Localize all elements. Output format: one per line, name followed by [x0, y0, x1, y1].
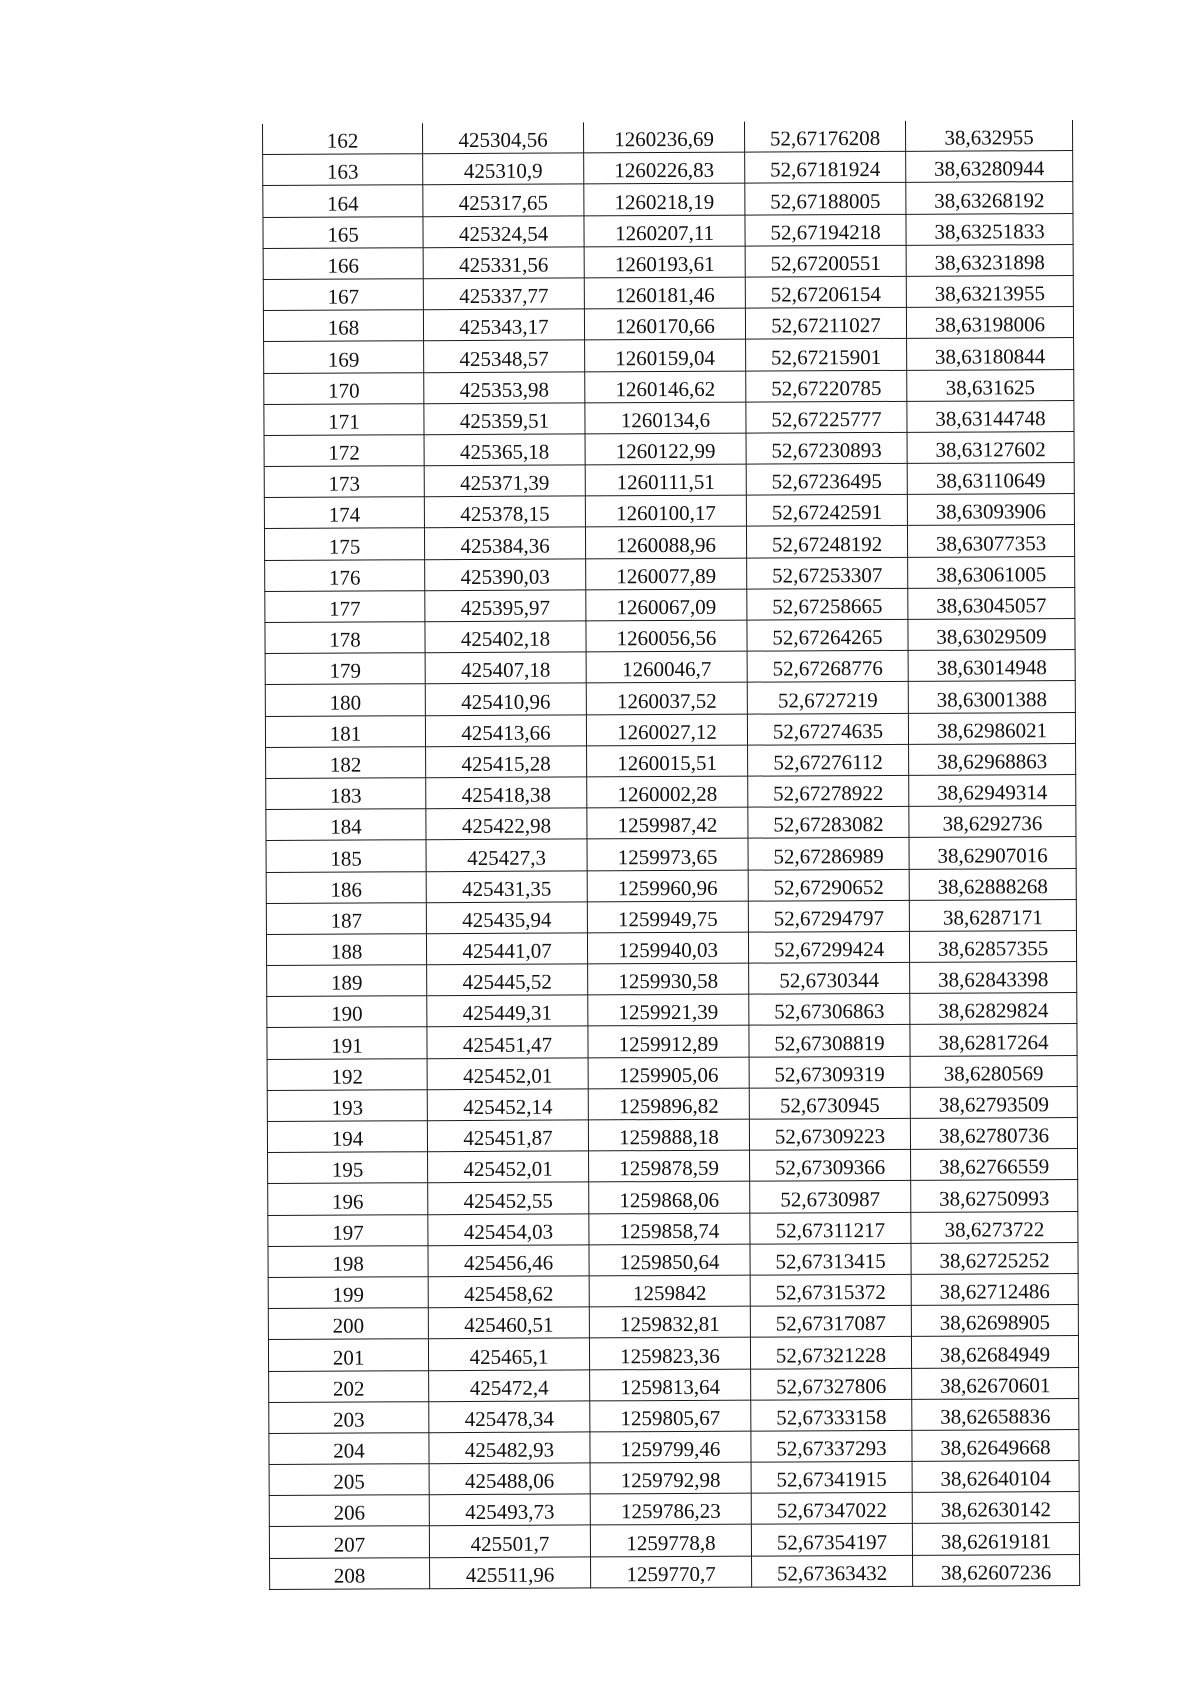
cell-y-coordinate: 1260181,46 [584, 277, 745, 309]
cell-x-coordinate: 425427,3 [426, 839, 587, 871]
cell-latitude: 52,67321228 [750, 1337, 911, 1369]
cell-y-coordinate: 1260193,61 [584, 246, 745, 278]
cell-latitude: 52,67236495 [746, 463, 907, 495]
cell-latitude: 52,67242591 [746, 495, 907, 527]
table-row [266, 899, 1076, 934]
cell-longitude: 38,62949314 [909, 774, 1076, 806]
cell-x-coordinate: 425493,73 [429, 1494, 590, 1526]
cell-latitude: 52,67286989 [748, 838, 909, 870]
table-row [267, 1055, 1077, 1090]
cell-point-number: 163 [263, 154, 423, 186]
cell-longitude: 38,63093906 [907, 494, 1074, 526]
cell-longitude: 38,62658836 [912, 1398, 1079, 1430]
cell-x-coordinate: 425337,77 [423, 278, 584, 310]
cell-latitude: 52,67264265 [747, 619, 908, 651]
cell-y-coordinate: 1259973,65 [587, 838, 748, 870]
table-row [269, 1367, 1079, 1402]
cell-x-coordinate: 425441,07 [426, 933, 587, 965]
cell-point-number: 180 [265, 684, 425, 716]
table-row [268, 1149, 1078, 1184]
cell-latitude: 52,67306863 [749, 994, 910, 1026]
cell-x-coordinate: 425456,46 [428, 1245, 589, 1277]
cell-x-coordinate: 425422,98 [426, 808, 587, 840]
table-row [264, 338, 1074, 373]
cell-longitude: 38,63280944 [906, 151, 1073, 183]
cell-x-coordinate: 425324,54 [423, 215, 584, 247]
cell-x-coordinate: 425317,65 [423, 184, 584, 216]
cell-x-coordinate: 425395,97 [425, 590, 586, 622]
cell-longitude: 38,632955 [905, 120, 1072, 152]
cell-y-coordinate: 1259878,59 [589, 1150, 750, 1182]
cell-latitude: 52,67294797 [748, 900, 909, 932]
cell-point-number: 193 [267, 1090, 427, 1122]
cell-point-number: 189 [267, 965, 427, 997]
table-row [264, 525, 1074, 560]
cell-longitude: 38,63127602 [907, 431, 1074, 463]
cell-point-number: 195 [268, 1152, 428, 1184]
cell-y-coordinate: 1260046,7 [586, 651, 747, 683]
cell-y-coordinate: 1260088,96 [585, 527, 746, 559]
cell-y-coordinate: 1260218,19 [584, 184, 745, 216]
cell-latitude: 52,67211027 [745, 307, 906, 339]
cell-latitude: 52,67283082 [748, 806, 909, 838]
cell-longitude: 38,63001388 [908, 681, 1075, 713]
cell-longitude: 38,6280569 [910, 1055, 1077, 1087]
cell-point-number: 162 [263, 123, 423, 154]
table-row [264, 400, 1074, 435]
cell-latitude: 52,67337293 [751, 1430, 912, 1462]
coordinates-table-body [263, 120, 1080, 1589]
table-row [269, 1429, 1079, 1464]
cell-y-coordinate: 1259842 [589, 1275, 750, 1307]
cell-y-coordinate: 1260134,6 [585, 402, 746, 434]
cell-x-coordinate: 425478,34 [429, 1401, 590, 1433]
cell-latitude: 52,67313415 [750, 1243, 911, 1275]
table-row [265, 619, 1075, 654]
cell-latitude: 52,67363432 [752, 1555, 913, 1587]
cell-longitude: 38,62907016 [909, 837, 1076, 869]
cell-x-coordinate: 425343,17 [423, 309, 584, 341]
table-row [269, 1523, 1079, 1558]
cell-y-coordinate: 1260207,11 [584, 215, 745, 247]
table-row [269, 1492, 1079, 1527]
cell-y-coordinate: 1259896,82 [588, 1088, 749, 1120]
cell-longitude: 38,62712486 [911, 1273, 1078, 1305]
cell-y-coordinate: 1260037,52 [586, 683, 747, 715]
cell-point-number: 184 [266, 809, 426, 841]
cell-latitude: 52,67176208 [744, 121, 905, 152]
table-row [269, 1461, 1079, 1496]
cell-y-coordinate: 1260159,04 [585, 339, 746, 371]
cell-y-coordinate: 1260077,89 [586, 558, 747, 590]
cell-latitude: 52,67309223 [749, 1118, 910, 1150]
cell-longitude: 38,62607236 [913, 1554, 1080, 1586]
cell-y-coordinate: 1260100,17 [585, 495, 746, 527]
cell-latitude: 52,67333158 [751, 1399, 912, 1431]
cell-latitude: 52,6730344 [749, 962, 910, 994]
cell-y-coordinate: 1259813,64 [590, 1369, 751, 1401]
cell-point-number: 176 [265, 559, 425, 591]
table-row [266, 743, 1076, 778]
cell-y-coordinate: 1259868,06 [589, 1182, 750, 1214]
cell-longitude: 38,62793509 [910, 1086, 1077, 1118]
cell-longitude: 38,62698905 [911, 1305, 1078, 1337]
cell-latitude: 52,67248192 [746, 526, 907, 558]
cell-x-coordinate: 425359,51 [424, 403, 585, 435]
cell-longitude: 38,62857355 [909, 930, 1076, 962]
cell-longitude: 38,63180844 [907, 338, 1074, 370]
cell-longitude: 38,62725252 [911, 1242, 1078, 1274]
cell-point-number: 197 [268, 1214, 428, 1246]
cell-x-coordinate: 425445,52 [427, 964, 588, 996]
cell-latitude: 52,67268776 [747, 651, 908, 683]
cell-latitude: 52,67309366 [750, 1150, 911, 1182]
table-row [265, 587, 1075, 622]
cell-longitude: 38,63029509 [908, 619, 1075, 651]
table-row [263, 244, 1073, 279]
cell-x-coordinate: 425460,51 [428, 1307, 589, 1339]
cell-y-coordinate: 1259786,23 [590, 1493, 751, 1525]
cell-point-number: 164 [263, 185, 423, 217]
table-row [264, 494, 1074, 529]
cell-x-coordinate: 425451,47 [427, 1026, 588, 1058]
cell-latitude: 52,67188005 [745, 183, 906, 215]
table-row [265, 712, 1075, 747]
cell-longitude: 38,63014948 [908, 650, 1075, 682]
table-row [267, 1024, 1077, 1059]
cell-latitude: 52,67258665 [747, 588, 908, 620]
cell-point-number: 186 [266, 871, 426, 903]
cell-x-coordinate: 425435,94 [426, 902, 587, 934]
cell-latitude: 52,67354197 [751, 1524, 912, 1556]
table-row [263, 213, 1073, 248]
cell-x-coordinate: 425501,7 [429, 1525, 590, 1557]
cell-y-coordinate: 1259960,96 [587, 870, 748, 902]
cell-longitude: 38,63251833 [906, 213, 1073, 245]
cell-longitude: 38,63198006 [906, 307, 1073, 339]
cell-y-coordinate: 1259888,18 [588, 1119, 749, 1151]
table-row [269, 1398, 1079, 1433]
cell-point-number: 194 [267, 1121, 427, 1153]
cell-x-coordinate: 425472,4 [429, 1369, 590, 1401]
cell-point-number: 196 [268, 1183, 428, 1215]
cell-point-number: 191 [267, 1027, 427, 1059]
cell-point-number: 202 [269, 1370, 429, 1402]
cell-longitude: 38,62649668 [912, 1429, 1079, 1461]
cell-point-number: 207 [269, 1526, 429, 1558]
cell-point-number: 170 [264, 372, 424, 404]
cell-point-number: 168 [263, 310, 423, 342]
cell-longitude: 38,62968863 [909, 743, 1076, 775]
table-row [268, 1242, 1078, 1277]
cell-y-coordinate: 1260236,69 [583, 122, 744, 153]
table-row [263, 182, 1073, 217]
cell-latitude: 52,67308819 [749, 1025, 910, 1057]
cell-longitude: 38,62780736 [910, 1118, 1077, 1150]
table-row [266, 837, 1076, 872]
cell-longitude: 38,62670601 [912, 1367, 1079, 1399]
cell-longitude: 38,63061005 [908, 556, 1075, 588]
cell-x-coordinate: 425390,03 [425, 559, 586, 591]
cell-latitude: 52,67341915 [751, 1461, 912, 1493]
cell-y-coordinate: 1260226,83 [584, 152, 745, 184]
cell-longitude: 38,62630142 [912, 1492, 1079, 1524]
cell-x-coordinate: 425452,55 [428, 1182, 589, 1214]
cell-point-number: 169 [264, 341, 424, 373]
cell-y-coordinate: 1259832,81 [589, 1306, 750, 1338]
cell-latitude: 52,67278922 [748, 775, 909, 807]
table-row [270, 1554, 1080, 1589]
cell-point-number: 201 [268, 1339, 428, 1371]
cell-y-coordinate: 1260056,56 [586, 620, 747, 652]
table-row [267, 1118, 1077, 1153]
cell-longitude: 38,62766559 [911, 1149, 1078, 1181]
cell-y-coordinate: 1259912,89 [588, 1026, 749, 1058]
table-row [264, 431, 1074, 466]
cell-x-coordinate: 425371,39 [424, 465, 585, 497]
cell-latitude: 52,67215901 [746, 339, 907, 371]
cell-point-number: 181 [265, 715, 425, 747]
cell-y-coordinate: 1259930,58 [588, 963, 749, 995]
cell-point-number: 178 [265, 622, 425, 654]
table-row [266, 774, 1076, 809]
cell-y-coordinate: 1259778,8 [590, 1525, 751, 1557]
cell-point-number: 208 [270, 1557, 430, 1589]
cell-x-coordinate: 425452,01 [427, 1058, 588, 1090]
table-row [263, 307, 1073, 342]
cell-latitude: 52,67253307 [747, 557, 908, 589]
cell-y-coordinate: 1260111,51 [585, 464, 746, 496]
table-row [263, 151, 1073, 186]
cell-point-number: 188 [266, 934, 426, 966]
cell-y-coordinate: 1260122,99 [585, 433, 746, 465]
cell-longitude: 38,62619181 [912, 1523, 1079, 1555]
cell-x-coordinate: 425488,06 [429, 1463, 590, 1495]
cell-latitude: 52,67347022 [751, 1493, 912, 1525]
table-row [266, 930, 1076, 965]
cell-point-number: 174 [264, 497, 424, 529]
cell-longitude: 38,62829824 [910, 993, 1077, 1025]
cell-point-number: 173 [264, 466, 424, 498]
table-row [263, 120, 1073, 155]
cell-longitude: 38,62843398 [910, 962, 1077, 994]
cell-latitude: 52,67274635 [747, 713, 908, 745]
cell-x-coordinate: 425415,28 [426, 746, 587, 778]
cell-point-number: 185 [266, 840, 426, 872]
cell-x-coordinate: 425511,96 [430, 1557, 591, 1589]
cell-latitude: 52,67317087 [750, 1305, 911, 1337]
cell-x-coordinate: 425410,96 [425, 683, 586, 715]
cell-x-coordinate: 425452,14 [427, 1089, 588, 1121]
cell-latitude: 52,67220785 [746, 370, 907, 402]
cell-x-coordinate: 425413,66 [425, 714, 586, 746]
table-row [264, 463, 1074, 498]
cell-longitude: 38,62888268 [909, 868, 1076, 900]
cell-x-coordinate: 425449,31 [427, 995, 588, 1027]
cell-x-coordinate: 425452,01 [428, 1151, 589, 1183]
cell-y-coordinate: 1259799,46 [590, 1431, 751, 1463]
cell-point-number: 182 [266, 746, 426, 778]
table-row [268, 1211, 1078, 1246]
table-row [265, 650, 1075, 685]
cell-point-number: 204 [269, 1433, 429, 1465]
table-row [266, 806, 1076, 841]
cell-latitude: 52,67194218 [745, 214, 906, 246]
cell-latitude: 52,67206154 [745, 276, 906, 308]
cell-latitude: 52,67230893 [746, 432, 907, 464]
cell-latitude: 52,67299424 [748, 931, 909, 963]
cell-x-coordinate: 425407,18 [425, 652, 586, 684]
cell-x-coordinate: 425402,18 [425, 621, 586, 653]
cell-latitude: 52,67225777 [746, 401, 907, 433]
cell-point-number: 171 [264, 403, 424, 435]
cell-y-coordinate: 1260027,12 [586, 714, 747, 746]
cell-point-number: 199 [268, 1277, 428, 1309]
table-row [264, 369, 1074, 404]
cell-y-coordinate: 1259921,39 [588, 994, 749, 1026]
cell-y-coordinate: 1259792,98 [590, 1462, 751, 1494]
cell-y-coordinate: 1259805,67 [590, 1400, 751, 1432]
cell-x-coordinate: 425378,15 [424, 496, 585, 528]
cell-x-coordinate: 425365,18 [424, 434, 585, 466]
cell-point-number: 192 [267, 1058, 427, 1090]
cell-latitude: 52,67311217 [750, 1212, 911, 1244]
cell-point-number: 179 [265, 653, 425, 685]
cell-longitude: 38,62986021 [908, 712, 1075, 744]
cell-y-coordinate: 1259823,36 [589, 1337, 750, 1369]
cell-point-number: 166 [263, 247, 423, 279]
cell-longitude: 38,6292736 [909, 806, 1076, 838]
cell-y-coordinate: 1260015,51 [587, 745, 748, 777]
cell-y-coordinate: 1259858,74 [589, 1213, 750, 1245]
cell-x-coordinate: 425431,35 [426, 870, 587, 902]
cell-latitude: 52,67290652 [748, 869, 909, 901]
cell-longitude: 38,6287171 [909, 899, 1076, 931]
cell-latitude: 52,67327806 [751, 1368, 912, 1400]
cell-y-coordinate: 1259987,42 [587, 807, 748, 839]
cell-x-coordinate: 425384,36 [424, 527, 585, 559]
cell-y-coordinate: 1259770,7 [591, 1556, 752, 1588]
cell-y-coordinate: 1259949,75 [587, 901, 748, 933]
cell-x-coordinate: 425451,87 [427, 1120, 588, 1152]
cell-latitude: 52,67309319 [749, 1056, 910, 1088]
cell-x-coordinate: 425304,56 [422, 122, 583, 153]
table-row [265, 556, 1075, 591]
cell-longitude: 38,63045057 [908, 587, 1075, 619]
cell-point-number: 187 [266, 902, 426, 934]
cell-y-coordinate: 1259905,06 [588, 1057, 749, 1089]
cell-point-number: 172 [264, 435, 424, 467]
cell-point-number: 165 [263, 216, 423, 248]
cell-point-number: 190 [267, 996, 427, 1028]
cell-x-coordinate: 425458,62 [428, 1276, 589, 1308]
cell-y-coordinate: 1259940,03 [587, 932, 748, 964]
cell-point-number: 167 [263, 279, 423, 311]
cell-longitude: 38,62640104 [912, 1461, 1079, 1493]
cell-x-coordinate: 425353,98 [424, 371, 585, 403]
table-row [266, 868, 1076, 903]
table-row [267, 1086, 1077, 1121]
cell-point-number: 205 [269, 1464, 429, 1496]
table-row [267, 962, 1077, 997]
table-row [268, 1180, 1078, 1215]
table-row [268, 1336, 1078, 1371]
cell-longitude: 38,63144748 [907, 400, 1074, 432]
cell-longitude: 38,63213955 [906, 275, 1073, 307]
cell-point-number: 206 [269, 1495, 429, 1527]
cell-y-coordinate: 1260067,09 [586, 589, 747, 621]
cell-point-number: 175 [264, 528, 424, 560]
cell-latitude: 52,6730987 [750, 1181, 911, 1213]
cell-x-coordinate: 425482,93 [429, 1432, 590, 1464]
cell-latitude: 52,67315372 [750, 1274, 911, 1306]
cell-x-coordinate: 425348,57 [424, 340, 585, 372]
cell-longitude: 38,63231898 [906, 244, 1073, 276]
cell-y-coordinate: 1259850,64 [589, 1244, 750, 1276]
cell-longitude: 38,62750993 [911, 1180, 1078, 1212]
cell-longitude: 38,63077353 [907, 525, 1074, 557]
cell-point-number: 177 [265, 591, 425, 623]
cell-point-number: 198 [268, 1245, 428, 1277]
cell-latitude: 52,67200551 [745, 245, 906, 277]
table-row [265, 681, 1075, 716]
coordinates-table [262, 120, 1080, 1590]
cell-y-coordinate: 1260170,66 [584, 308, 745, 340]
cell-longitude: 38,62817264 [910, 1024, 1077, 1056]
cell-longitude: 38,63268192 [906, 182, 1073, 214]
cell-point-number: 203 [269, 1401, 429, 1433]
cell-longitude: 38,6273722 [911, 1211, 1078, 1243]
cell-x-coordinate: 425310,9 [423, 153, 584, 185]
cell-longitude: 38,63110649 [907, 463, 1074, 495]
cell-latitude: 52,67276112 [748, 744, 909, 776]
table-row [268, 1305, 1078, 1340]
table-row [268, 1273, 1078, 1308]
cell-x-coordinate: 425454,03 [428, 1213, 589, 1245]
cell-x-coordinate: 425331,56 [423, 247, 584, 279]
table-row [263, 275, 1073, 310]
table-row [267, 993, 1077, 1028]
cell-latitude: 52,6730945 [749, 1087, 910, 1119]
cell-y-coordinate: 1260002,28 [587, 776, 748, 808]
cell-latitude: 52,67181924 [745, 152, 906, 184]
cell-x-coordinate: 425418,38 [426, 777, 587, 809]
cell-longitude: 38,62684949 [911, 1336, 1078, 1368]
cell-point-number: 183 [266, 778, 426, 810]
cell-longitude: 38,631625 [907, 369, 1074, 401]
cell-y-coordinate: 1260146,62 [585, 371, 746, 403]
cell-latitude: 52,6727219 [747, 682, 908, 714]
cell-x-coordinate: 425465,1 [428, 1338, 589, 1370]
cell-point-number: 200 [268, 1308, 428, 1340]
